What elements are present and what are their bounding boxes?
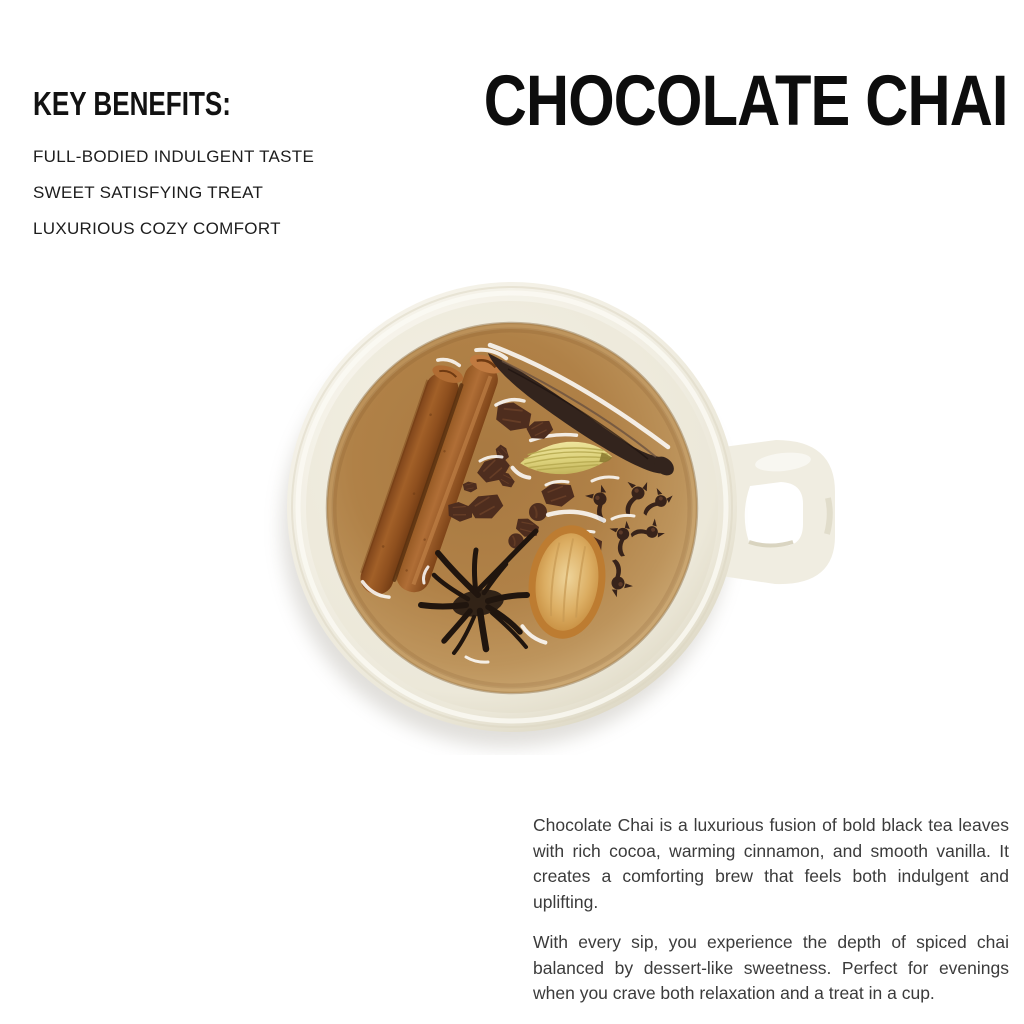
chai-mug-svg [240, 265, 840, 755]
chai-mug-image [240, 265, 840, 755]
benefit-item: SWEET SATISFYING TREAT [33, 183, 264, 203]
benefits-section [33, 86, 463, 257]
description-section [533, 813, 1009, 1022]
description-paragraph: With every sip, you experience the depth of spiced chai balanced by dessert-like sweetness. Perfect for evenings when you crave both relaxation and a treat in a cup. [533, 932, 1009, 1003]
benefits-heading: KEY BENEFITS: [33, 85, 231, 122]
page-title-text: CHOCOLATE CHAI [484, 61, 1008, 141]
benefit-item: FULL-BODIED INDULGENT TASTE [33, 147, 315, 167]
benefits-list [33, 149, 463, 237]
description-paragraph: Chocolate Chai is a luxurious fusion of bold black tea leaves with rich cocoa, warming cinnamon, and smooth vanilla. It creates a comforting brew that feels both indulgent and uplifting. [533, 815, 1009, 912]
benefit-item: LUXURIOUS COZY COMFORT [33, 219, 281, 239]
page-title [384, 61, 1008, 141]
